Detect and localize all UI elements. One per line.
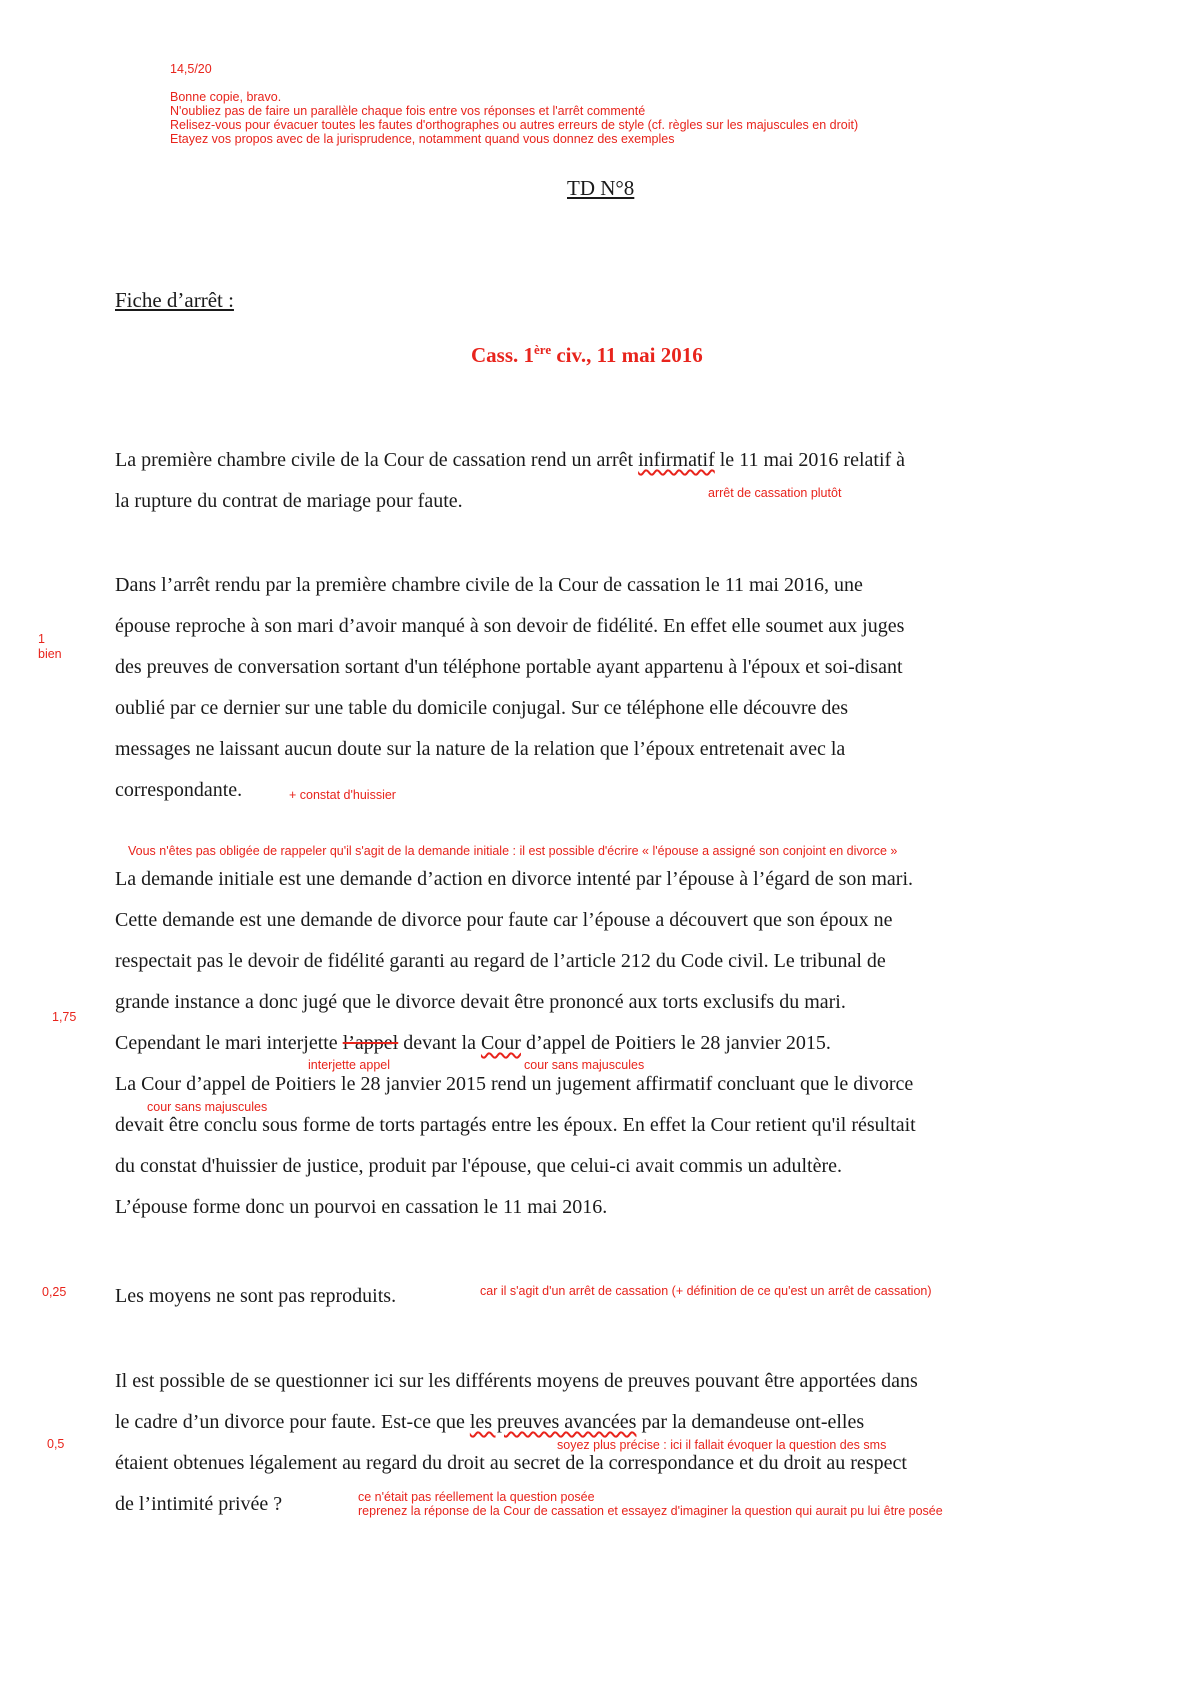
comment-line: Etayez vos propos avec de la jurisprudence, notamment quand vous donnez des exemples xyxy=(170,132,675,146)
procedure-line: Cette demande est une demande de divorce pour faute car l’épouse a découvert que son époux ne xyxy=(115,909,893,931)
facts-line: correspondante. xyxy=(115,779,243,801)
inline-note: cour sans majuscules xyxy=(524,1058,645,1072)
procedure-line: grande instance a donc jugé que le divorce devait être prononcé aux torts exclusifs du mari. xyxy=(115,991,846,1013)
case-reference: Cass. 1ère civ., 11 mai 2016 xyxy=(471,342,703,367)
question-line: Il est possible de se questionner ici sur les différents moyens de preuves pouvant être apportées dans xyxy=(115,1370,918,1392)
facts-line: Dans l’arrêt rendu par la première chambre civile de la Cour de cassation le 11 mai 2016, une xyxy=(115,574,863,596)
question-line: le cadre d’un divorce pour faute. Est-ce que les preuves avancées par la demandeuse ont-elles xyxy=(115,1411,865,1433)
question-line: de l’intimité privée ? xyxy=(115,1493,283,1515)
procedure-line: respectait pas le devoir de fidélité garanti au regard de l’article 212 du Code civil. Le tribunal de xyxy=(115,950,886,972)
facts-line: épouse reproche à son mari d’avoir manqué à son devoir de fidélité. En effet elle soumet aux juges xyxy=(115,615,905,637)
procedure-line: devait être conclu sous forme de torts partagés entre les époux. En effet la Cour retient qu'il résultait xyxy=(115,1114,916,1136)
grade: 14,5/20 xyxy=(170,62,212,76)
inline-note: + constat d'huissier xyxy=(289,788,396,802)
procedure-line: La demande initiale est une demande d’action en divorce intenté par l’épouse à l’égard de son mari. xyxy=(115,868,914,890)
inline-note: cour sans majuscules xyxy=(147,1100,268,1114)
intro-line: la rupture du contrat de mariage pour faute. xyxy=(115,490,463,512)
margin-score: 0,25 xyxy=(42,1285,67,1299)
inline-note: reprenez la réponse de la Cour de cassation et essayez d'imaginer la question qui aurait pu lui être posée xyxy=(358,1504,943,1518)
procedure-line: La Cour d’appel de Poitiers le 28 janvier 2015 rend un jugement affirmatif concluant que le divorce xyxy=(115,1073,914,1095)
inline-note: arrêt de cassation plutôt xyxy=(708,486,842,500)
facts-line: oublié par ce dernier sur une table du domicile conjugal. Sur ce téléphone elle découvre des xyxy=(115,697,849,719)
facts-line: messages ne laissant aucun doute sur la nature de la relation que l’époux entretenait avec la xyxy=(115,738,846,760)
page-title: TD N°8 xyxy=(567,176,635,200)
margin-score: 0,5 xyxy=(47,1437,65,1451)
facts-line: des preuves de conversation sortant d'un téléphone portable ayant appartenu à l'époux et soi-disant xyxy=(115,656,903,678)
margin-score: 1 xyxy=(38,632,45,646)
comment-line: N'oubliez pas de faire un parallèle chaque fois entre vos réponses et l'arrêt commenté xyxy=(170,104,646,118)
inline-note: ce n'était pas réellement la question posée xyxy=(358,1490,595,1504)
comment-line: Relisez-vous pour évacuer toutes les fautes d'orthographes ou autres erreurs de style (cf. règles sur les majuscules en droit) xyxy=(170,118,859,132)
inline-note: Vous n'êtes pas obligée de rappeler qu'il s'agit de la demande initiale : il est possible d'écrire « l'épouse a assigné son conjoint en divorce » xyxy=(128,844,898,858)
inline-note: car il s'agit d'un arrêt de cassation (+ définition de ce qu'est un arrêt de cassation) xyxy=(480,1284,932,1298)
intro-line: La première chambre civile de la Cour de cassation rend un arrêt infirmatif le 11 mai 2016 relatif à xyxy=(115,449,906,471)
question-line: étaient obtenues légalement au regard du droit au secret de la correspondance et du droit au respect xyxy=(115,1452,907,1474)
margin-score: 1,75 xyxy=(52,1010,77,1024)
procedure-line: du constat d'huissier de justice, produit par l'épouse, que celui-ci avait commis un adultère. xyxy=(115,1155,843,1177)
procedure-line: Cependant le mari interjette l’appel devant la Cour d’appel de Poitiers le 28 janvier 2015. xyxy=(115,1032,831,1054)
margin-score: bien xyxy=(38,647,62,661)
inline-note: interjette appel xyxy=(308,1058,391,1072)
procedure-line: L’épouse forme donc un pourvoi en cassation le 11 mai 2016. xyxy=(115,1196,608,1218)
section-heading: Fiche d’arrêt : xyxy=(115,288,234,312)
inline-note: soyez plus précise : ici il fallait évoquer la question des sms xyxy=(557,1438,887,1452)
moyens-line: Les moyens ne sont pas reproduits. xyxy=(115,1285,397,1307)
comment-line: Bonne copie, bravo. xyxy=(170,90,282,104)
